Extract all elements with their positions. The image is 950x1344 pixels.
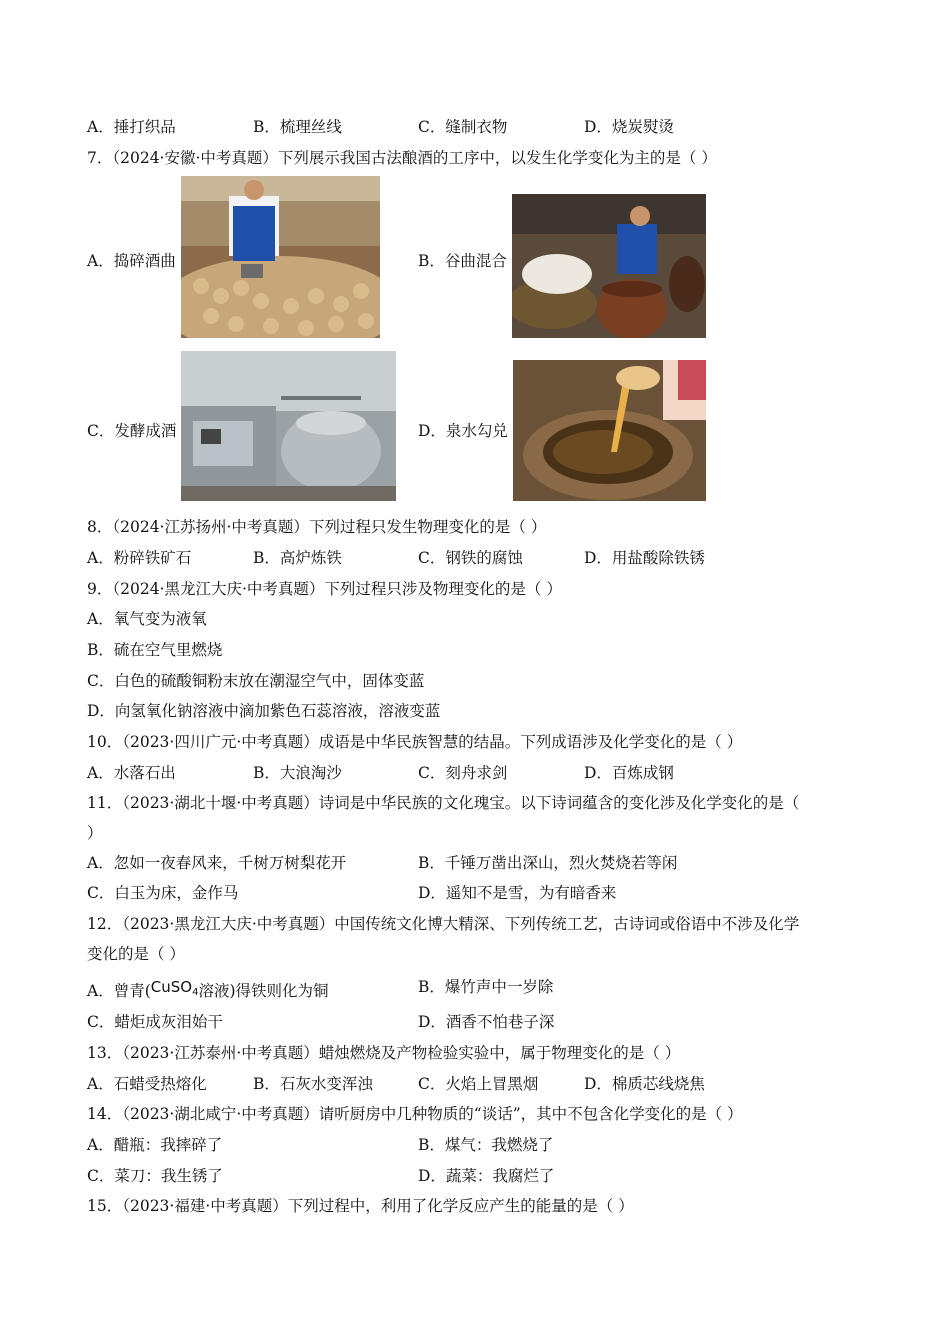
- q12-formula-sub: 4: [192, 987, 199, 998]
- q14-stem: 14．（2023·湖北咸宁·中考真题）请听厨房中几种物质的“谈话”，其中不包含化学变化的是（ ）: [87, 1105, 743, 1123]
- q9-option-d: D．向氢氧化钠溶液中滴加紫色石蕊溶液，溶液变蓝: [87, 702, 441, 720]
- q13-option-c: C．火焰上冒黑烟: [418, 1075, 539, 1093]
- q6-option-b: B．梳理丝线: [253, 118, 342, 136]
- q12-formula-main: CuSO: [150, 978, 193, 996]
- q12-option-a: [87, 977, 329, 1003]
- q11-option-b: B．千锤万凿出深山，烈火焚烧若等闲: [418, 854, 678, 872]
- q8-option-a: A．粉碎铁矿石: [87, 549, 192, 567]
- q8-option-c: C．钢铁的腐蚀: [418, 549, 523, 567]
- q7-option-c: C．发酵成酒: [87, 422, 177, 440]
- q9-option-b: B．硫在空气里燃烧: [87, 641, 223, 659]
- q9-option-c: C．白色的硫酸铜粉末放在潮湿空气中，固体变蓝: [87, 672, 425, 690]
- q12-stem: 12．（2023·黑龙江大庆·中考真题）中国传统文化博大精深、下列传统工艺，古诗词或俗语中不涉及化学: [87, 915, 800, 933]
- photo-blending-water: [513, 360, 706, 501]
- q8-option-d: D．用盐酸除铁锈: [584, 549, 705, 567]
- q12-option-a-suffix: 溶液)得铁则化为铜: [198, 982, 329, 1000]
- q10-option-b: B．大浪淘沙: [253, 764, 342, 782]
- q6-option-c: C．缝制衣物: [418, 118, 508, 136]
- q11-option-d: D．遥知不是雪，为有暗香来: [418, 884, 617, 902]
- q14-option-a: A．醋瓶：我摔碎了: [87, 1136, 223, 1154]
- q11-stem-cont: ）: [87, 824, 103, 842]
- q13-stem: 13．（2023·江苏泰州·中考真题）蜡烛燃烧及产物检验实验中，属于物理变化的是（ ）: [87, 1044, 681, 1062]
- q10-stem: 10．（2023·四川广元·中考真题）成语是中华民族智慧的结晶。下列成语涉及化学变化的是（ ）: [87, 733, 743, 751]
- q14-option-d: D．蔬菜：我腐烂了: [418, 1167, 555, 1185]
- q14-option-c: C．菜刀：我生锈了: [87, 1167, 223, 1185]
- q13-option-b: B．石灰水变浑浊: [253, 1075, 373, 1093]
- q12-option-c: C．蜡炬成灰泪始干: [87, 1013, 223, 1031]
- photo-crushing-koji: [181, 176, 380, 338]
- q8-stem: 8．（2024·江苏扬州·中考真题）下列过程只发生物理变化的是（ ）: [87, 518, 547, 536]
- q12-option-a-prefix: A．曾青(: [87, 982, 151, 1000]
- q11-option-c: C．白玉为床，金作马: [87, 884, 239, 902]
- q10-option-c: C．刻舟求剑: [418, 764, 508, 782]
- q12-option-d: D．酒香不怕巷子深: [418, 1013, 555, 1031]
- q7-option-b: B．谷曲混合: [418, 252, 507, 270]
- photo-fermentation: [181, 351, 396, 501]
- q15-stem: 15．（2023·福建·中考真题）下列过程中，利用了化学反应产生的能量的是（ ）: [87, 1197, 634, 1215]
- q7-option-a: A．捣碎酒曲: [87, 252, 176, 270]
- q7-stem: 7．（2024·安徽·中考真题）下列展示我国古法酿酒的工序中，以发生化学变化为主的是（ ）: [87, 149, 717, 167]
- q7-option-d: D．泉水勾兑: [418, 422, 508, 440]
- q12-formula: [151, 978, 199, 996]
- q13-option-a: A．石蜡受热熔化: [87, 1075, 207, 1093]
- q13-option-d: D．棉质芯线烧焦: [584, 1075, 705, 1093]
- q11-stem: 11．（2023·湖北十堰·中考真题）诗词是中华民族的文化瑰宝。以下诗词蕴含的变化涉及化学变化的是（: [87, 794, 800, 812]
- q6-option-d: D．烧炭熨烫: [584, 118, 674, 136]
- q6-option-a: A．捶打织品: [87, 118, 176, 136]
- q12-option-b: B．爆竹声中一岁除: [418, 978, 554, 996]
- q9-option-a: A．氧气变为液氧: [87, 610, 207, 628]
- q14-option-b: B．煤气：我燃烧了: [418, 1136, 554, 1154]
- q10-option-a: A．水落石出: [87, 764, 176, 782]
- q8-option-b: B．高炉炼铁: [253, 549, 342, 567]
- q10-option-d: D．百炼成钢: [584, 764, 674, 782]
- q9-stem: 9．（2024·黑龙江大庆·中考真题）下列过程只涉及物理变化的是（ ）: [87, 580, 562, 598]
- photo-mixing-grain: [512, 194, 706, 338]
- q11-option-a: A．忽如一夜春风来，千树万树梨花开: [87, 854, 347, 872]
- q12-stem-cont: 变化的是（ ）: [87, 945, 185, 963]
